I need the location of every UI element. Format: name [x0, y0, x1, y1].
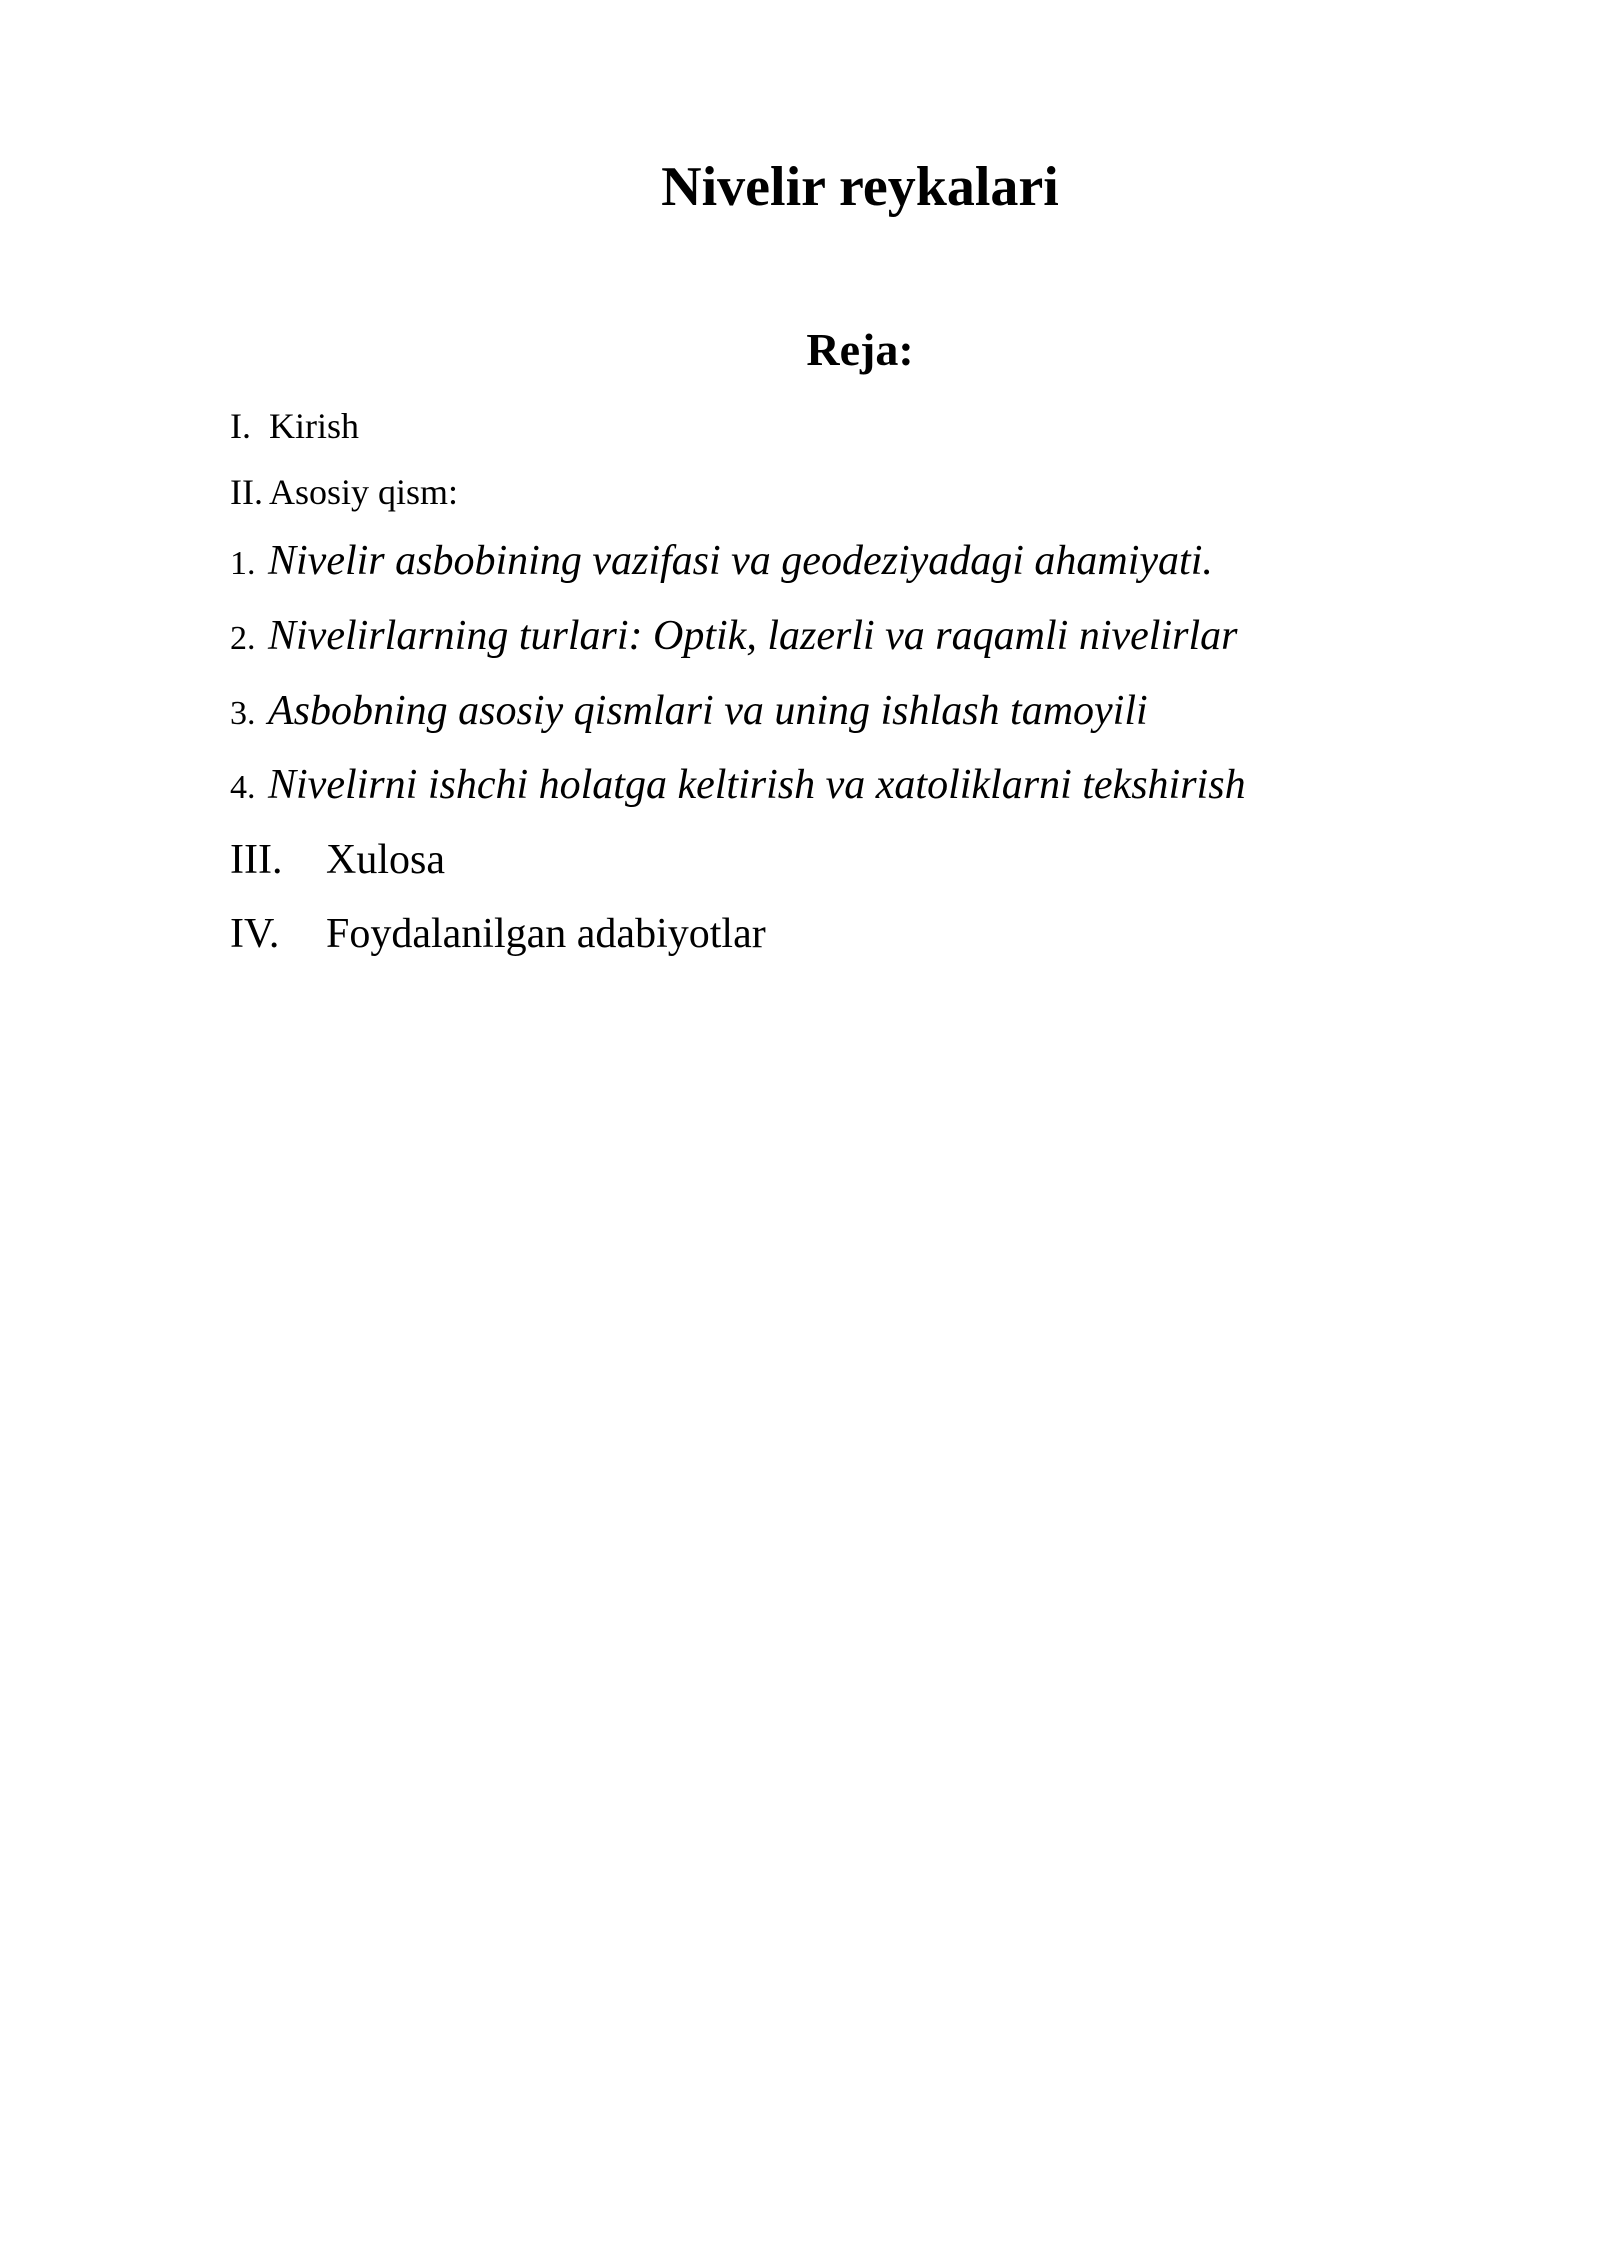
list-marker: 1.: [230, 545, 256, 582]
list-marker: 3.: [230, 695, 256, 732]
list-marker: I.: [230, 406, 251, 446]
plan-item-introduction: [230, 404, 359, 448]
list-marker: 2.: [230, 620, 256, 657]
list-item-text: Nivelir asbobining vazifasi va geodeziyadagi ahamiyati.: [268, 538, 1213, 584]
list-marker: II.: [230, 472, 263, 512]
list-marker: IV.: [230, 911, 280, 957]
plan-subitem-3: [230, 684, 1148, 747]
list-item-text: Xulosa: [326, 837, 445, 883]
list-item-text: Foydalanilgan adabiyotlar: [326, 911, 766, 957]
document-title: Nivelir reykalari: [661, 156, 1059, 218]
list-marker: III.: [230, 837, 283, 883]
list-marker: 4.: [230, 769, 256, 806]
list-item-text: Nivelirni ishchi holatga keltirish va xatoliklarni tekshirish: [268, 762, 1246, 808]
list-item-text: Asosiy qism:: [269, 472, 459, 512]
plan-subitem-1: [230, 534, 1213, 597]
list-item-text: Kirish: [269, 406, 359, 446]
plan-subitem-4: [230, 758, 1246, 821]
plan-item-references: [230, 907, 766, 961]
list-item-text: Asbobning asosiy qismlari va uning ishlash tamoyili: [268, 688, 1148, 734]
plan-item-main-part: [230, 470, 458, 514]
plan-subitem-2: [230, 609, 1237, 672]
plan-item-conclusion: [230, 833, 445, 887]
plan-heading: Reja:: [806, 324, 914, 375]
list-item-text: Nivelirlarning turlari: Optik, lazerli va raqamli nivelirlar: [268, 613, 1238, 659]
